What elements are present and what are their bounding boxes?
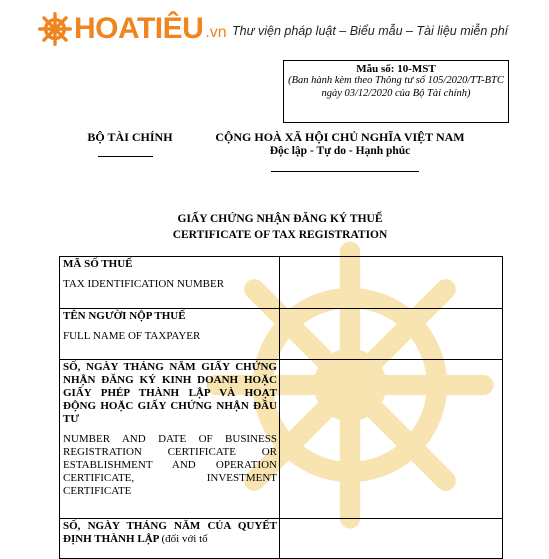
taxpayer-name-value-cell[interactable]	[280, 309, 503, 360]
issuing-agency: BỘ TÀI CHÍNH	[87, 130, 173, 144]
label-vn: MÃ SỐ THUẾ	[63, 258, 133, 270]
national-title: CỘNG HOÀ XÃ HỘI CHỦ NGHĨA VIỆT NAM	[215, 130, 465, 144]
document-title-en: CERTIFICATE OF TAX REGISTRATION	[172, 229, 388, 241]
table-row	[60, 360, 503, 519]
helm-logo-icon	[38, 12, 72, 46]
label-vn-tail: (đối với tổ	[161, 533, 208, 545]
document-title-vn: GIẤY CHỨNG NHẬN ĐĂNG KÝ THUẾ	[177, 213, 383, 225]
table-row	[60, 257, 503, 309]
site-logo[interactable]	[38, 9, 227, 49]
motto-underline	[271, 171, 419, 172]
table-row	[60, 519, 503, 559]
label-vn	[63, 520, 277, 546]
row-label	[60, 257, 280, 309]
form-number-box	[283, 60, 509, 123]
business-registration-value-cell[interactable]	[280, 360, 503, 519]
agency-underline	[98, 156, 153, 157]
logo-suffix: .vn	[205, 24, 227, 41]
tax-id-value-cell[interactable]	[280, 257, 503, 309]
row-label	[60, 309, 280, 360]
form-number: Mẫu số: 10-MST	[356, 63, 436, 75]
label-vn-main: SỐ, NGÀY THÁNG NĂM CỦA QUYẾT ĐỊNH THÀNH LẬP	[63, 520, 277, 545]
establishment-decision-value-cell[interactable]	[280, 519, 503, 559]
row-label	[60, 360, 280, 519]
logo-text: HOATIÊU	[74, 12, 204, 45]
form-issuance-note: (Ban hành kèm theo Thông tư số 105/2020/TT-BTC ngày 03/12/2020 của Bộ Tài chính)	[288, 75, 504, 99]
national-motto: Độc lập - Tự do - Hạnh phúc	[269, 145, 411, 157]
label-vn: TÊN NGƯỜI NỘP THUẾ	[63, 310, 186, 322]
registration-table	[59, 256, 503, 559]
label-en: NUMBER AND DATE OF BUSINESS REGISTRATION CERTIFICATE OR ESTABLISHMENT AND OPERATION CERTIFICATE, INVESTMENT CERTIFICATE	[63, 433, 277, 497]
table-row	[60, 309, 503, 360]
label-en: TAX IDENTIFICATION NUMBER	[63, 278, 225, 290]
label-vn: SỐ, NGÀY THÁNG NĂM GIẤY CHỨNG NHẬN ĐĂNG KÝ KINH DOANH HOẶC GIẤY PHÉP THÀNH LẬP VÀ HOẠT ĐỘNG HOẶC GIẤY CHỨNG NHẬN ĐẦU TƯ	[63, 361, 277, 425]
site-tagline: Thư viện pháp luật – Biểu mẫu – Tài liệu miễn phí	[232, 24, 509, 38]
row-label	[60, 519, 280, 559]
label-en: FULL NAME OF TAXPAYER	[63, 330, 201, 342]
